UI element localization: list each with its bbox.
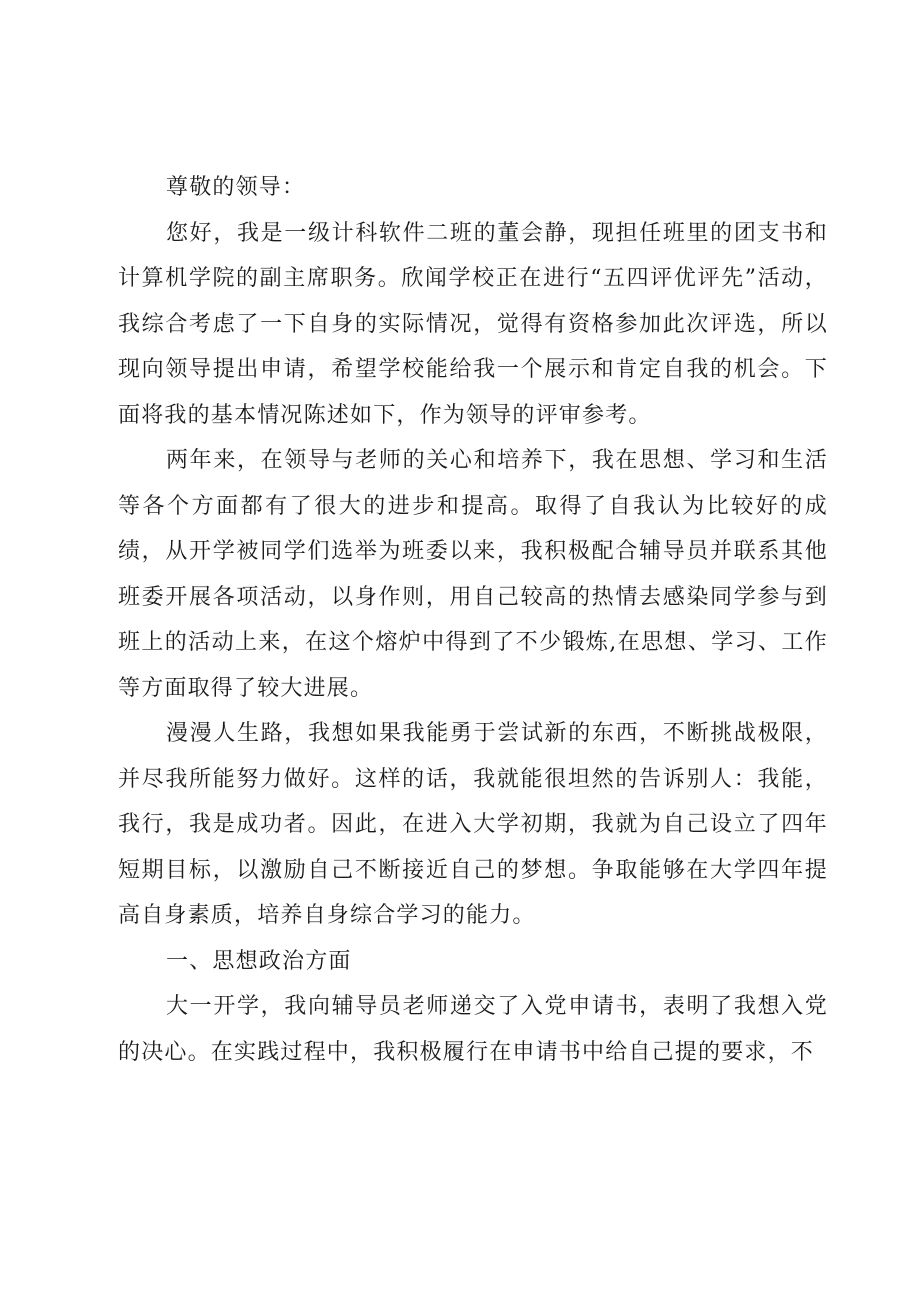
document-body (118, 165, 828, 1075)
paragraph-progress: 两年来，在领导与老师的关心和培养下，我在思想、学习和生活等各个方面都有了很大的进步和提高。取得了自我认为比较好的成绩，从开学被同学们选举为班委以来，我积极配合辅导员并联系其他班委开展各项活动，以身作则，用自己较高的热情去感染同学参与到班上的活动上来，在这个熔炉中得到了不少锻炼,在思想、学习、工作等方面取得了较大进展。 (118, 448, 828, 701)
section-heading-political: 一、思想政治方面 (166, 948, 352, 974)
salutation: 尊敬的领导： (166, 175, 306, 200)
paragraph-intro: 您好，我是一级计科软件二班的董会静，现担任班里的团支书和计算机学院的副主席职务。欣闻学校正在进行“五四评优评先”活动，我综合考虑了一下自身的实际情况，觉得有资格参加此次评选，所以现向领导提出申请，希望学校能给我一个展示和肯定自我的机会。下面将我的基本情况陈述如下，作为领导的评审参考。 (118, 220, 828, 428)
paragraph-party-application: 大一开学，我向辅导员老师递交了入党申请书，表明了我想入党的决心。在实践过程中，我积极履行在申请书中给自己提的要求，不 (118, 994, 828, 1065)
paragraph-goals: 漫漫人生路，我想如果我能勇于尝试新的东西，不断挑战极限，并尽我所能努力做好。这样的话，我就能很坦然的告诉别人：我能，我行，我是成功者。因此，在进入大学初期，我就为自己设立了四年短期目标，以激励自己不断接近自己的梦想。争取能够在大学四年提高自身素质，培养自身综合学习的能力。 (118, 721, 828, 928)
